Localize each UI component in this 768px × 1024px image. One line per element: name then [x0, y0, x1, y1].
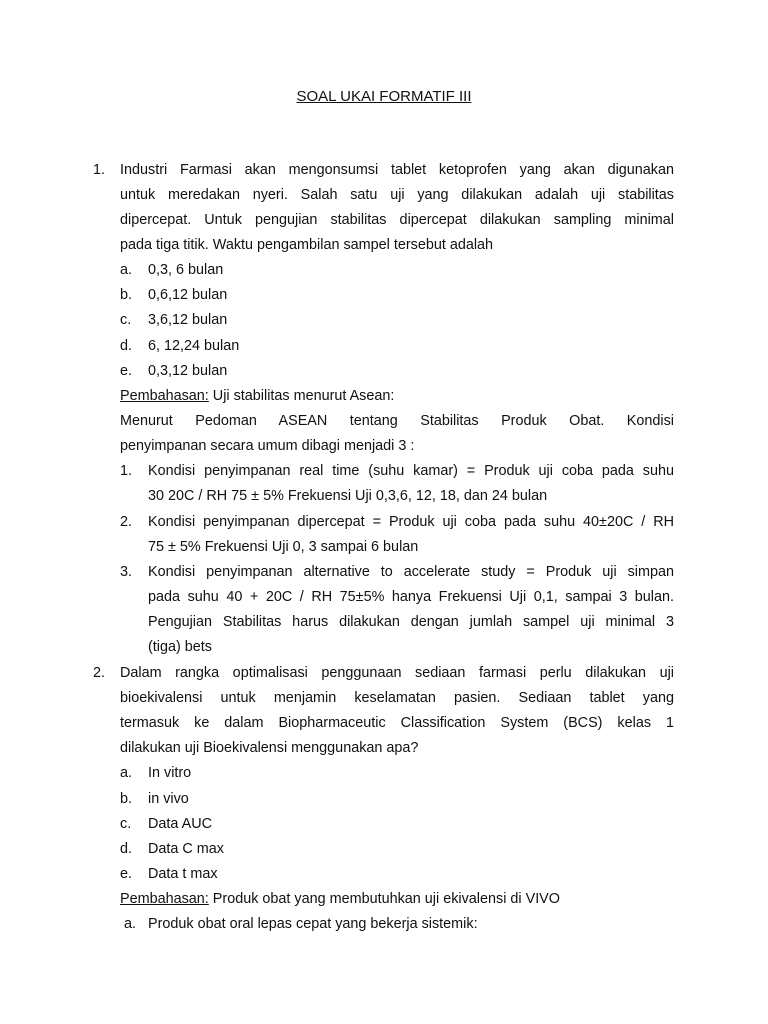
question-2-number: 2. [93, 665, 106, 681]
question-2-line: bioekivalensi untuk menjamin keselamatan pasien. Sediaan tablet yang [120, 690, 674, 706]
condition-number: 3. [120, 564, 133, 580]
option-text: 3,6,12 bulan [148, 312, 228, 328]
condition-line: pada suhu 40 + 20C / RH 75±5% hanya Frekuensi Uji 0,1, sampai 3 bulan. [148, 589, 674, 605]
discussion-label: Pembahasan: [120, 891, 209, 907]
condition-number: 1. [120, 463, 133, 479]
question-1-line: pada tiga titik. Waktu pengambilan sampel tersebut adalah [120, 237, 494, 253]
discussion-heading [120, 386, 394, 406]
question-1-line: untuk meredakan nyeri. Salah satu uji yang dilakukan adalah uji stabilitas [120, 187, 674, 203]
discussion-text: Produk obat yang membutuhkan uji ekivalensi di VIVO [208, 891, 560, 907]
condition-line: Kondisi penyimpanan alternative to accelerate study = Produk uji simpan [148, 564, 674, 580]
condition-line: (tiga) bets [148, 639, 212, 655]
option-text: In vitro [148, 765, 192, 781]
discussion-heading [120, 889, 560, 909]
option-text: 0,3, 6 bulan [148, 262, 224, 278]
option-letter: c. [120, 312, 132, 328]
condition-line: Pengujian Stabilitas harus dilakukan dengan jumlah sampel uji minimal 3 [148, 614, 674, 630]
option-letter: e. [120, 866, 133, 882]
document-title: SOAL UKAI FORMATIF III [296, 88, 472, 105]
option-letter: b. [120, 791, 133, 807]
option-text: 0,6,12 bulan [148, 287, 228, 303]
discussion-text: Uji stabilitas menurut Asean: [208, 388, 395, 404]
option-text: in vivo [148, 791, 189, 807]
condition-number: 2. [120, 514, 133, 530]
question-2-line: termasuk ke dalam Biopharmaceutic Classification System (BCS) kelas 1 [120, 715, 674, 731]
option-text: Data C max [148, 841, 224, 857]
condition-line: Kondisi penyimpanan real time (suhu kamar) = Produk uji coba pada suhu [148, 463, 674, 479]
option-letter: c. [120, 816, 132, 832]
discussion-intro-line: penyimpanan secara umum dibagi menjadi 3 : [120, 438, 415, 454]
question-1-line: dipercepat. Untuk pengujian stabilitas dipercepat dilakukan sampling minimal [120, 212, 674, 228]
question-2-line: dilakukan uji Bioekivalensi menggunakan apa? [120, 740, 419, 756]
sub-item-letter: a. [124, 916, 137, 932]
option-letter: b. [120, 287, 133, 303]
discussion-label: Pembahasan: [120, 388, 209, 404]
condition-line: Kondisi penyimpanan dipercepat = Produk uji coba pada suhu 40±20C / RH [148, 514, 674, 530]
discussion-intro-line: Menurut Pedoman ASEAN tentang Stabilitas Produk Obat. Kondisi [120, 413, 674, 429]
condition-line: 30 20C / RH 75 ± 5% Frekuensi Uji 0,3,6, 12, 18, dan 24 bulan [148, 488, 548, 504]
option-letter: a. [120, 765, 133, 781]
condition-line: 75 ± 5% Frekuensi Uji 0, 3 sampai 6 bulan [148, 539, 419, 555]
option-text: 6, 12,24 bulan [148, 338, 240, 354]
option-text: 0,3,12 bulan [148, 363, 228, 379]
option-letter: e. [120, 363, 133, 379]
question-1-line: Industri Farmasi akan mengonsumsi tablet ketoprofen yang akan digunakan [120, 162, 674, 178]
option-letter: d. [120, 338, 133, 354]
question-1-number: 1. [93, 162, 106, 178]
sub-item-text: Produk obat oral lepas cepat yang bekerja sistemik: [148, 916, 478, 932]
option-text: Data t max [148, 866, 218, 882]
option-text: Data AUC [148, 816, 212, 832]
option-letter: d. [120, 841, 133, 857]
question-2-line: Dalam rangka optimalisasi penggunaan sediaan farmasi perlu dilakukan uji [120, 665, 674, 681]
option-letter: a. [120, 262, 133, 278]
